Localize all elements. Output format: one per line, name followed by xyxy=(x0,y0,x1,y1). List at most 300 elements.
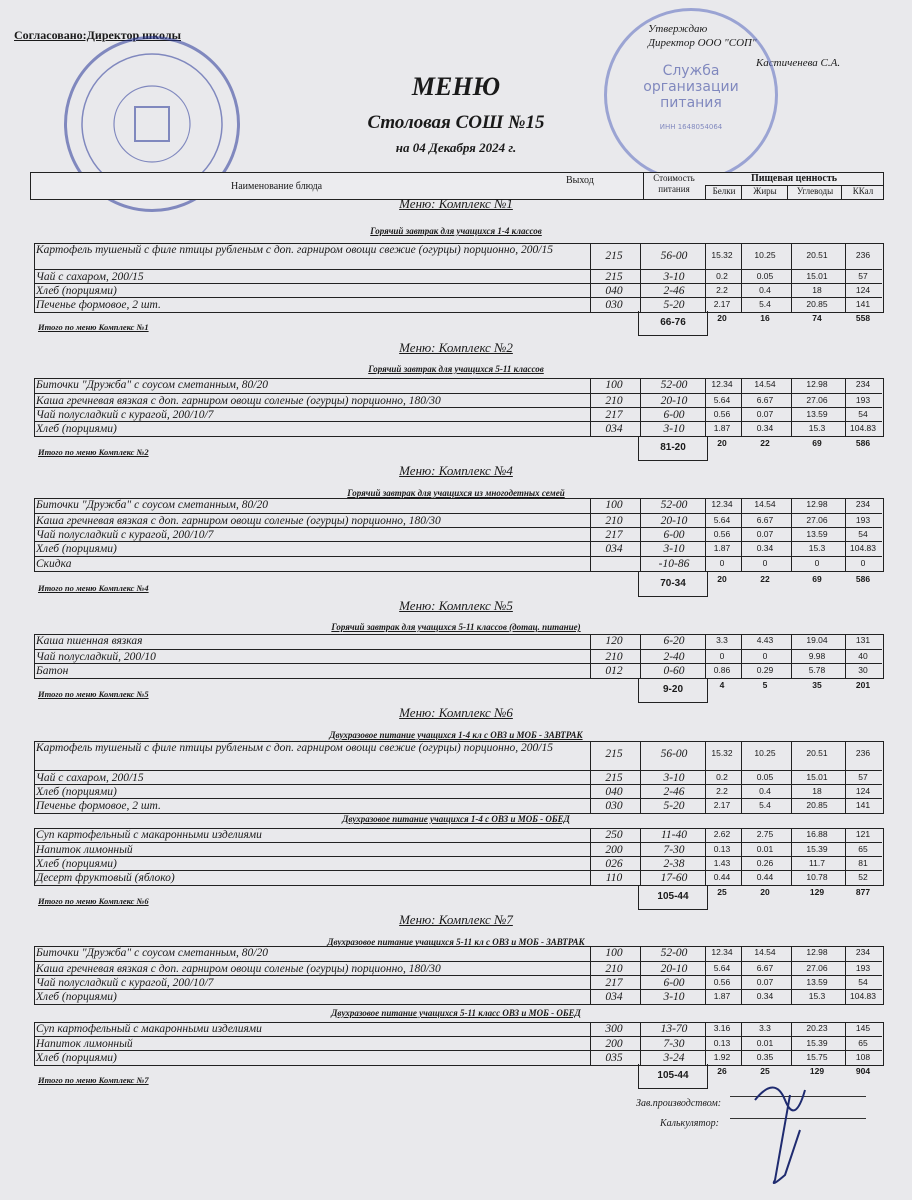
dish-kcal: 193 xyxy=(855,395,871,405)
table-row xyxy=(34,975,882,990)
stamp-line-2: организации xyxy=(643,79,739,95)
total-k: 586 xyxy=(855,438,871,448)
table-row xyxy=(34,283,882,298)
dish-cost: 7-30 xyxy=(663,1038,685,1050)
total-label: Итого по меню Комплекс №4 xyxy=(38,583,149,593)
dish-name: Батон xyxy=(36,665,69,677)
dish-cost: 6-00 xyxy=(663,529,685,541)
total-cost: 66-76 xyxy=(638,311,708,336)
dish-kcal: 57 xyxy=(858,772,868,782)
dish-name: Чай с сахаром, 200/15 xyxy=(36,271,144,283)
section-subtitle: Горячий завтрак для учащихся из многодетных семей xyxy=(347,488,565,498)
table-row xyxy=(34,513,882,528)
total-f: 20 xyxy=(760,887,770,897)
table-row xyxy=(34,407,882,422)
dish-name: Печенье формовое, 2 шт. xyxy=(36,299,161,311)
dish-kcal: 141 xyxy=(855,299,871,309)
dish-carbs: 12.98 xyxy=(806,947,828,957)
dish-name: Биточки "Дружба" с соусом сметанным, 80/20 xyxy=(36,947,268,959)
dish-cost: -10-86 xyxy=(658,558,690,570)
dish-protein: 15.32 xyxy=(711,748,733,758)
dish-kcal: 54 xyxy=(858,977,868,987)
dish-protein: 3.16 xyxy=(713,1023,731,1033)
dish-cost: 3-10 xyxy=(663,423,685,435)
dish-protein: 0.86 xyxy=(713,665,731,675)
dish-output: 300 xyxy=(605,1023,623,1035)
dish-carbs: 15.3 xyxy=(808,991,826,1001)
dish-name: Каша пшенная вязкая xyxy=(36,635,143,647)
dish-carbs: 12.98 xyxy=(806,379,828,389)
dish-output: 040 xyxy=(605,786,623,798)
total-k: 586 xyxy=(855,574,871,584)
dish-name: Чай с сахаром, 200/15 xyxy=(36,772,144,784)
dish-kcal: 0 xyxy=(860,558,866,568)
dish-cost: 3-10 xyxy=(663,772,685,784)
dish-kcal: 40 xyxy=(858,651,868,661)
dish-kcal: 54 xyxy=(858,529,868,539)
dish-kcal: 234 xyxy=(855,499,871,509)
dish-protein: 1.87 xyxy=(713,423,731,433)
page-title: МЕНЮ xyxy=(411,72,501,101)
dish-name: Печенье формовое, 2 шт. xyxy=(36,800,161,812)
section-title: Меню: Комплекс №4 xyxy=(399,463,513,478)
col-cost: Стоимость питания xyxy=(643,173,704,199)
dish-carbs: 0 xyxy=(814,558,820,568)
dish-protein: 5.64 xyxy=(713,395,731,405)
dish-output: 215 xyxy=(605,271,623,283)
total-p: 4 xyxy=(719,680,725,690)
stamp-line-1: Служба xyxy=(662,63,720,79)
dish-cost: 5-20 xyxy=(663,800,685,812)
table-row xyxy=(34,1050,882,1065)
dish-protein: 12.34 xyxy=(711,379,733,389)
total-cost: 81-20 xyxy=(638,436,708,461)
dish-fat: 6.67 xyxy=(756,963,774,973)
total-c: 74 xyxy=(812,313,822,323)
dish-fat: 10.25 xyxy=(754,748,776,758)
stamp-line-3: питания xyxy=(660,95,722,111)
dish-output: 200 xyxy=(605,1038,623,1050)
dish-name: Картофель тушеный с филе птицы рубленым с доп. гарниром овощи свежие (огурцы) порционно, 200/15 xyxy=(36,244,553,256)
dish-fat: 0.34 xyxy=(756,991,774,1001)
section-subtitle: Горячий завтрак для учащихся 5-11 классов (дотац. питание) xyxy=(331,622,581,632)
dish-cost: 56-00 xyxy=(660,748,688,760)
dish-cost: 2-38 xyxy=(663,858,685,870)
dish-kcal: 57 xyxy=(858,271,868,281)
dish-output: 210 xyxy=(605,651,623,663)
dish-name: Хлеб (порциями) xyxy=(36,786,117,798)
table-row xyxy=(34,527,882,542)
dish-cost: 2-46 xyxy=(663,285,685,297)
dish-output: 250 xyxy=(605,829,623,841)
dish-protein: 2.17 xyxy=(713,800,731,810)
dish-carbs: 16.88 xyxy=(806,829,828,839)
dish-output: 217 xyxy=(605,409,623,421)
dish-output: 215 xyxy=(605,250,623,262)
dish-protein: 3.3 xyxy=(716,635,728,645)
dish-protein: 0.13 xyxy=(713,1038,731,1048)
dish-kcal: 193 xyxy=(855,515,871,525)
dish-kcal: 124 xyxy=(855,285,871,295)
total-f: 22 xyxy=(760,574,770,584)
total-p: 26 xyxy=(717,1066,727,1076)
dish-name: Чай полусладкий, 200/10 xyxy=(36,651,156,663)
dish-kcal: 65 xyxy=(858,1038,868,1048)
dish-output: 034 xyxy=(605,543,623,555)
dish-name: Каша гречневая вязкая с доп. гарниром овощи соленые (огурцы) порционно, 180/30 xyxy=(36,515,441,527)
dish-carbs: 15.3 xyxy=(808,423,826,433)
table-row xyxy=(34,297,882,312)
dish-cost: 3-10 xyxy=(663,543,685,555)
dish-fat: 5.4 xyxy=(759,299,771,309)
dish-name: Десерт фруктовый (яблоко) xyxy=(36,872,175,884)
section-title: Меню: Комплекс №1 xyxy=(399,196,513,211)
dish-fat: 0.34 xyxy=(756,423,774,433)
dish-kcal: 234 xyxy=(855,947,871,957)
dish-fat: 0.07 xyxy=(756,409,774,419)
dish-carbs: 27.06 xyxy=(806,515,828,525)
page-date: на 04 Декабря 2024 г. xyxy=(395,140,517,155)
dish-protein: 1.87 xyxy=(713,991,731,1001)
dish-cost: 20-10 xyxy=(660,963,688,975)
approve-label: Утверждаю xyxy=(648,23,708,35)
dish-protein: 12.34 xyxy=(711,499,733,509)
col-fat: Жиры xyxy=(741,185,788,199)
table-row xyxy=(34,498,882,512)
dish-protein: 1.92 xyxy=(713,1052,731,1062)
table-row xyxy=(34,741,882,767)
dish-carbs: 15.39 xyxy=(806,1038,828,1048)
col-carbs: Углеводы xyxy=(787,185,842,199)
dish-name: Каша гречневая вязкая с доп. гарниром овощи соленые (огурцы) порционно, 180/30 xyxy=(36,963,441,975)
dish-name: Хлеб (порциями) xyxy=(36,423,117,435)
dish-carbs: 27.06 xyxy=(806,395,828,405)
table-row xyxy=(34,269,882,284)
dish-cost: 3-24 xyxy=(663,1052,685,1064)
section-subtitle: Горячий завтрак для учащихся 5-11 классов xyxy=(368,364,544,374)
dish-output: 200 xyxy=(605,844,623,856)
dish-output: 215 xyxy=(605,748,623,760)
dish-fat: 4.43 xyxy=(756,635,774,645)
dish-carbs: 10.78 xyxy=(806,872,828,882)
dish-name: Суп картофельный с макаронными изделиями xyxy=(36,829,262,841)
signature-icon xyxy=(745,1070,825,1190)
table-row xyxy=(34,870,882,885)
dish-carbs: 18 xyxy=(812,786,822,796)
dish-kcal: 65 xyxy=(858,844,868,854)
dish-kcal: 236 xyxy=(855,250,871,260)
dish-cost: 20-10 xyxy=(660,395,688,407)
dish-protein: 2.62 xyxy=(713,829,731,839)
dish-name: Суп картофельный с макаронными изделиями xyxy=(36,1023,262,1035)
total-p: 20 xyxy=(717,313,727,323)
dish-protein: 0.2 xyxy=(716,772,728,782)
dish-fat: 0.05 xyxy=(756,772,774,782)
section-subtitle: Двухразовое питание учащихся 1-4 кл с ОВЗ и МОБ - ЗАВТРАК xyxy=(329,730,583,740)
dish-cost: 3-10 xyxy=(663,271,685,283)
total-c: 69 xyxy=(812,574,822,584)
dish-kcal: 121 xyxy=(855,829,871,839)
dish-output: 030 xyxy=(605,800,623,812)
dish-fat: 3.3 xyxy=(759,1023,771,1033)
dish-output: 100 xyxy=(605,499,623,511)
dish-fat: 6.67 xyxy=(756,395,774,405)
stamp-line-4: ИНН 1648054064 xyxy=(659,123,723,131)
total-k: 877 xyxy=(855,887,871,897)
dish-fat: 6.67 xyxy=(756,515,774,525)
dish-kcal: 193 xyxy=(855,963,871,973)
calculator-label: Калькулятор: xyxy=(660,1118,719,1129)
dish-fat: 5.4 xyxy=(759,800,771,810)
dish-carbs: 13.59 xyxy=(806,977,828,987)
dish-cost: 52-00 xyxy=(660,947,688,959)
total-label: Итого по меню Комплекс №1 xyxy=(38,322,149,332)
dish-cost: 6-00 xyxy=(663,977,685,989)
total-k: 558 xyxy=(855,313,871,323)
dish-fat: 10.25 xyxy=(754,250,776,260)
dish-output: 034 xyxy=(605,991,623,1003)
dish-kcal: 141 xyxy=(855,800,871,810)
dish-output: 217 xyxy=(605,977,623,989)
dish-output: 110 xyxy=(605,872,623,884)
dish-output: 026 xyxy=(605,858,623,870)
col-kcal: ККал xyxy=(841,185,884,199)
dish-name: Хлеб (порциями) xyxy=(36,1052,117,1064)
total-f: 25 xyxy=(760,1066,770,1076)
director-name: Кастиченева С.А. xyxy=(756,57,841,69)
dish-carbs: 19.04 xyxy=(806,635,828,645)
dish-protein: 0.56 xyxy=(713,977,731,987)
dish-output: 012 xyxy=(605,665,623,677)
table-row xyxy=(34,798,882,813)
dish-carbs: 9.98 xyxy=(808,651,826,661)
dish-fat: 0.07 xyxy=(756,977,774,987)
table-row xyxy=(34,556,882,571)
dish-kcal: 104.83 xyxy=(850,991,876,1001)
total-p: 25 xyxy=(717,887,727,897)
dish-output: 040 xyxy=(605,285,623,297)
dish-carbs: 20.51 xyxy=(806,250,828,260)
dish-kcal: 104.83 xyxy=(850,423,876,433)
section-title: Меню: Комплекс №5 xyxy=(399,598,513,613)
dish-protein: 2.17 xyxy=(713,299,731,309)
dish-kcal: 145 xyxy=(855,1023,871,1033)
dish-carbs: 20.23 xyxy=(806,1023,828,1033)
dish-protein: 0.2 xyxy=(716,271,728,281)
dish-carbs: 15.39 xyxy=(806,844,828,854)
dish-fat: 14.54 xyxy=(754,379,776,389)
dish-cost: 6-20 xyxy=(663,635,685,647)
col-output: Выход xyxy=(566,175,594,186)
dish-protein: 1.87 xyxy=(713,543,731,553)
dish-name: Картофель тушеный с филе птицы рубленым с доп. гарниром овощи свежие (огурцы) порционно, 200/15 xyxy=(36,742,553,754)
dish-kcal: 234 xyxy=(855,379,871,389)
dish-fat: 0.01 xyxy=(756,844,774,854)
dish-name: Хлеб (порциями) xyxy=(36,543,117,555)
total-label: Итого по меню Комплекс №5 xyxy=(38,689,149,699)
table-row xyxy=(34,378,882,392)
total-cost: 70-34 xyxy=(638,572,708,597)
section-subtitle: Двухразовое питание учащихся 5-11 кл с ОВЗ и МОБ - ЗАВТРАК xyxy=(327,937,585,947)
dish-cost: 11-40 xyxy=(661,829,687,841)
total-k: 904 xyxy=(855,1066,871,1076)
table-row xyxy=(34,663,882,678)
section-title: Меню: Комплекс №7 xyxy=(399,912,513,927)
section-subtitle: Двухразовое питание учащихся 1-4 с ОВЗ и МОБ - ОБЕД xyxy=(342,814,570,824)
dish-kcal: 104.83 xyxy=(850,543,876,553)
dish-protein: 0.13 xyxy=(713,844,731,854)
dish-fat: 2.75 xyxy=(756,829,774,839)
dish-carbs: 12.98 xyxy=(806,499,828,509)
dish-output: 100 xyxy=(605,947,623,959)
approval-left: Согласовано:Директор школы xyxy=(14,28,181,42)
dish-carbs: 27.06 xyxy=(806,963,828,973)
dish-name: Биточки "Дружба" с соусом сметанным, 80/20 xyxy=(36,499,268,511)
table-row xyxy=(34,421,882,436)
table-row xyxy=(34,784,882,799)
dish-protein: 5.64 xyxy=(713,515,731,525)
dish-protein: 5.64 xyxy=(713,963,731,973)
dish-protein: 2.2 xyxy=(716,285,728,295)
dish-cost: 7-30 xyxy=(663,844,685,856)
dish-fat: 0.35 xyxy=(756,1052,774,1062)
table-row xyxy=(34,856,882,871)
dish-kcal: 124 xyxy=(855,786,871,796)
total-f: 5 xyxy=(762,680,768,690)
table-row xyxy=(34,828,882,842)
total-cost: 9-20 xyxy=(638,678,708,703)
section-subtitle: Горячий завтрак для учащихся 1-4 классов xyxy=(370,226,542,236)
dish-name: Чай полусладкий с курагой, 200/10/7 xyxy=(36,529,214,541)
dish-kcal: 108 xyxy=(855,1052,871,1062)
total-c: 129 xyxy=(809,1066,825,1076)
table-row xyxy=(34,842,882,857)
dish-carbs: 11.7 xyxy=(809,858,825,868)
dish-output: 035 xyxy=(605,1052,623,1064)
total-f: 22 xyxy=(760,438,770,448)
dish-fat: 0.29 xyxy=(756,665,774,675)
dish-output: 030 xyxy=(605,299,623,311)
dish-carbs: 15.01 xyxy=(806,271,828,281)
dish-output: 210 xyxy=(605,963,623,975)
total-p: 20 xyxy=(717,574,727,584)
col-nutrition: Пищевая ценность xyxy=(750,173,838,184)
dish-protein: 0 xyxy=(719,558,725,568)
dish-cost: 5-20 xyxy=(663,299,685,311)
dish-output: 217 xyxy=(605,529,623,541)
dish-protein: 15.32 xyxy=(711,250,733,260)
dish-name: Хлеб (порциями) xyxy=(36,858,117,870)
total-c: 69 xyxy=(812,438,822,448)
table-row xyxy=(34,1022,882,1036)
dish-fat: 14.54 xyxy=(754,499,776,509)
dish-carbs: 20.85 xyxy=(806,299,828,309)
dish-cost: 20-10 xyxy=(660,515,688,527)
director-label: Директор ООО "СОП" xyxy=(648,37,757,49)
dish-cost: 2-40 xyxy=(663,651,685,663)
dish-output: 210 xyxy=(605,395,623,407)
dish-cost: 0-60 xyxy=(663,665,685,677)
table-row xyxy=(34,770,882,785)
dish-cost: 2-46 xyxy=(663,786,685,798)
dish-kcal: 131 xyxy=(855,635,871,645)
section-title: Меню: Комплекс №6 xyxy=(399,705,513,720)
total-c: 129 xyxy=(809,887,825,897)
table-row xyxy=(34,243,882,269)
total-p: 20 xyxy=(717,438,727,448)
dish-cost: 13-70 xyxy=(660,1023,688,1035)
dish-protein: 1.43 xyxy=(713,858,731,868)
dish-name: Чай полусладкий с курагой, 200/10/7 xyxy=(36,977,214,989)
dish-output: 034 xyxy=(605,423,623,435)
total-c: 35 xyxy=(812,680,822,690)
dish-carbs: 20.51 xyxy=(806,748,828,758)
table-row xyxy=(34,1036,882,1051)
dish-kcal: 54 xyxy=(858,409,868,419)
dish-carbs: 5.78 xyxy=(808,665,826,675)
section-title: Меню: Комплекс №2 xyxy=(399,340,513,355)
dish-name: Напиток лимонный xyxy=(36,1038,133,1050)
dish-name: Скидка xyxy=(36,558,72,570)
dish-fat: 0.4 xyxy=(759,285,771,295)
dish-fat: 0.01 xyxy=(756,1038,774,1048)
dish-fat: 0 xyxy=(762,651,768,661)
dish-name: Хлеб (порциями) xyxy=(36,285,117,297)
col-name: Наименование блюда xyxy=(231,181,323,192)
dish-fat: 0.4 xyxy=(759,786,771,796)
total-label: Итого по меню Комплекс №2 xyxy=(38,447,149,457)
dish-kcal: 236 xyxy=(855,748,871,758)
dish-protein: 0.56 xyxy=(713,409,731,419)
total-label: Итого по меню Комплекс №7 xyxy=(38,1075,149,1085)
total-f: 16 xyxy=(760,313,770,323)
dish-name: Хлеб (порциями) xyxy=(36,991,117,1003)
producer-label: Зав.производством: xyxy=(636,1098,722,1109)
dish-protein: 0.44 xyxy=(713,872,731,882)
dish-kcal: 81 xyxy=(858,858,868,868)
col-protein: Белки xyxy=(705,185,742,199)
dish-cost: 52-00 xyxy=(660,499,688,511)
table-row xyxy=(34,393,882,408)
dish-carbs: 13.59 xyxy=(806,409,828,419)
dish-carbs: 15.01 xyxy=(806,772,828,782)
table-row xyxy=(34,541,882,556)
dish-cost: 3-10 xyxy=(663,991,685,1003)
dish-output: 100 xyxy=(605,379,623,391)
table-row xyxy=(34,649,882,664)
dish-fat: 0.34 xyxy=(756,543,774,553)
dish-output: 210 xyxy=(605,515,623,527)
dish-cost: 56-00 xyxy=(660,250,688,262)
dish-fat: 0.26 xyxy=(756,858,774,868)
dish-name: Каша гречневая вязкая с доп. гарниром овощи соленые (огурцы) порционно, 180/30 xyxy=(36,395,441,407)
section-subtitle: Двухразовое питание учащихся 5-11 класс ОВЗ и МОБ - ОБЕД xyxy=(331,1008,581,1018)
total-k: 201 xyxy=(855,680,871,690)
total-label: Итого по меню Комплекс №6 xyxy=(38,896,149,906)
dish-protein: 12.34 xyxy=(711,947,733,957)
dish-protein: 2.2 xyxy=(716,786,728,796)
total-cost: 105-44 xyxy=(638,885,708,910)
dish-fat: 0.05 xyxy=(756,271,774,281)
dish-carbs: 18 xyxy=(812,285,822,295)
dish-output: 215 xyxy=(605,772,623,784)
table-row xyxy=(34,961,882,976)
dish-kcal: 52 xyxy=(858,872,868,882)
dish-cost: 6-00 xyxy=(663,409,685,421)
dish-name: Биточки "Дружба" с соусом сметанным, 80/20 xyxy=(36,379,268,391)
total-cost: 105-44 xyxy=(638,1064,708,1089)
dish-name: Напиток лимонный xyxy=(36,844,133,856)
